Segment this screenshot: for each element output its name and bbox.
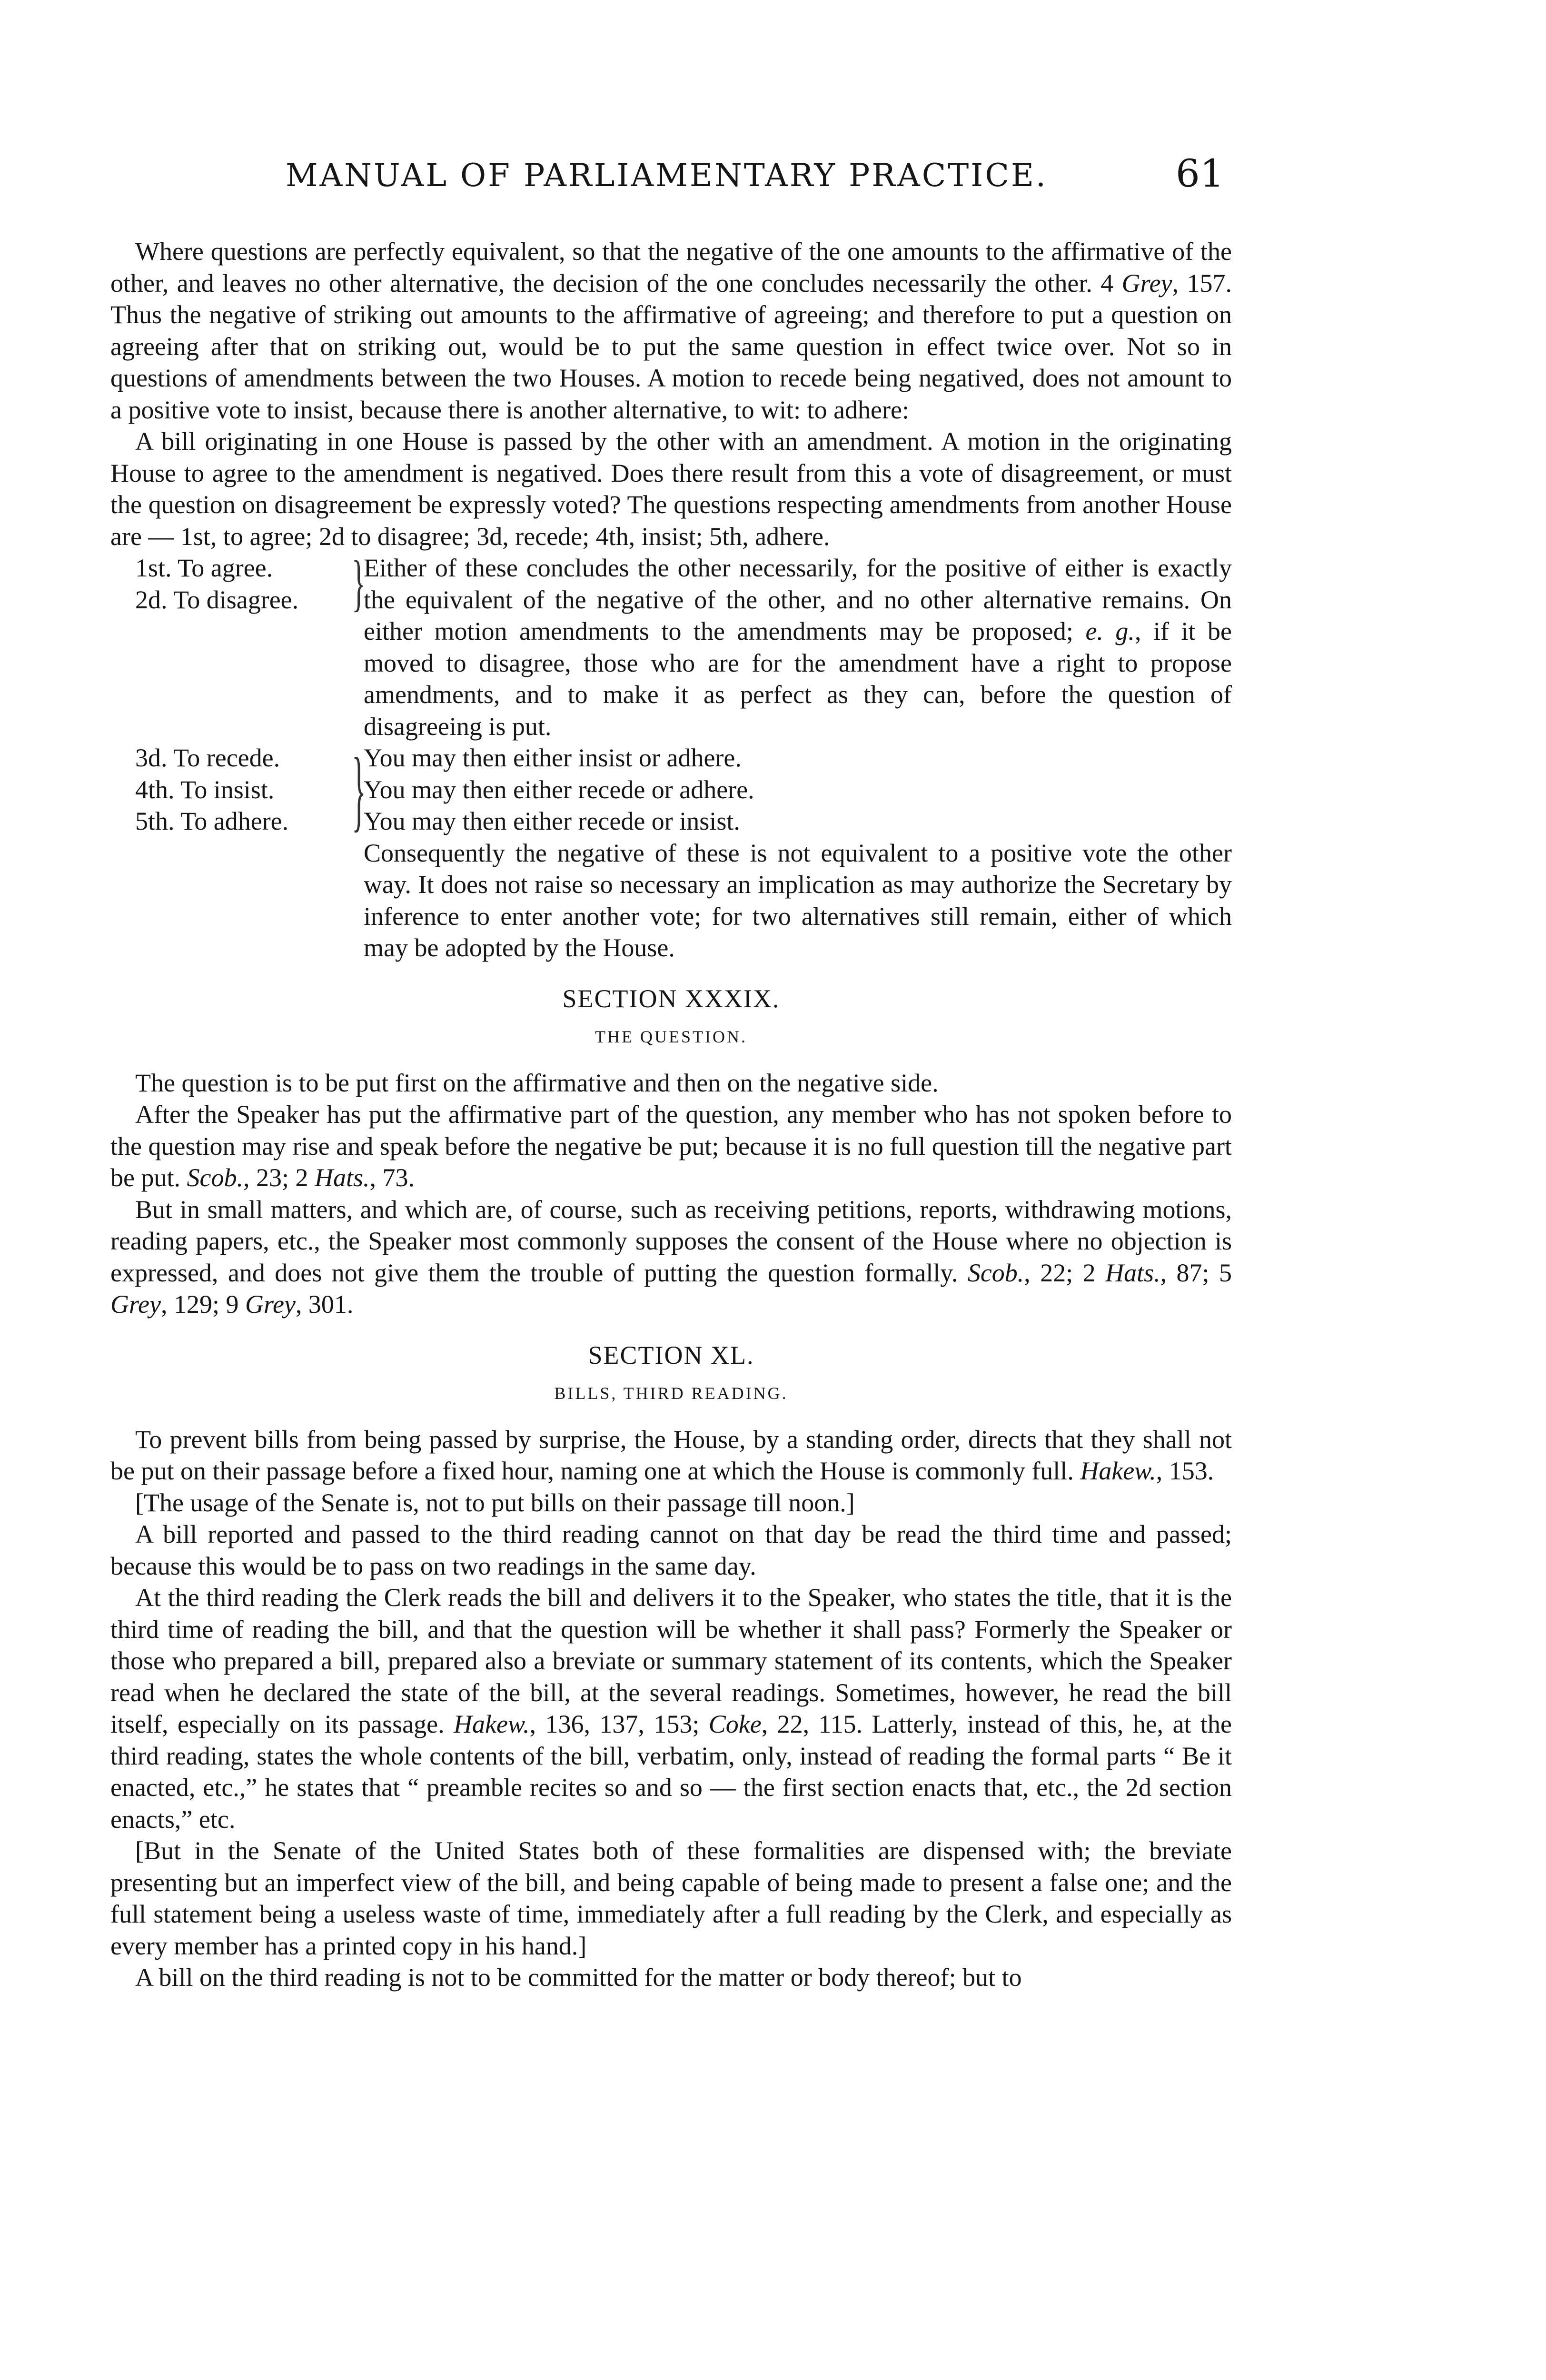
step-result-insist: You may then either recede or adhere.: [364, 775, 754, 804]
step-result-adhere: You may then either recede or insist.: [364, 807, 740, 835]
steps-group-2-conclusion: Consequently the negative of these is not equivalent to a positive vote the other way. It does not raise so necessary an implication as may authorize the Secretary by inference to enter another vote; for two alternatives still remain, either of which may be adopted by the House.: [364, 838, 1232, 962]
section-40-subtitle: BILLS, THIRD READING.: [554, 1384, 788, 1403]
paragraph-same-day: A bill reported and passed to the third reading cannot on that day be read the third time and passed; because this would be to pass on two readings in the same day.: [110, 1520, 1232, 1580]
paragraph-bill-amendment: A bill originating in one House is passed by the other with an amendment. A motion in the originating House to agree to the amendment is negatived. Does there result from this a vote of disagreement, or must the question on disagreement be expressly voted? The questions respecting amendments from another House are — 1st, to agree; 2d to disagree; 3d, recede; 4th, insist; 5th, adhere.: [110, 427, 1232, 551]
paragraph-third-reading: At the third reading the Clerk reads the bill and delivers it to the Speaker, who states the title, that it is the third time of reading the bill, and that the question will be whether it shall pass? Formerly the Speaker or those who prepared a bill, prepared also a breviate or summary statement of its contents, which the Speaker read when he declared the state of the bill, at the several readings. Sometimes, however, he read the bill itself, especially on its passage. Hakew., 136, 137, 153; Coke, 22, 115. Latterly, instead of this, he, at the third reading, states the whole contents of the bill, verbatim, only, instead of reading the formal parts “ Be it enacted, etc.,” he states that “ preamble recites so and so — the first section enacts that, etc., the 2d section enacts,” etc.: [110, 1583, 1232, 1834]
paragraph-speaker-affirmative: After the Speaker has put the affirmative part of the question, any member who has not spoken before to the question may rise and speak before the negative be put; because it is no full question till the negative part be put. Scob., 23; 2 Hats., 73.: [110, 1100, 1232, 1192]
section-39-subtitle: THE QUESTION.: [595, 1027, 747, 1046]
page-body: [110, 236, 1232, 1993]
step-result-recede: You may then either insist or adhere.: [364, 744, 742, 772]
paragraph-prevent-surprise: To prevent bills from being passed by surprise, the House, by a standing order, directs that they shall not be put on their passage before a fixed hour, naming one at which the House is commonly full. Hakew., 153.: [110, 1425, 1232, 1485]
step-label-disagree: 2d. To disagree.: [135, 585, 299, 614]
amendment-steps-group-1: [135, 548, 1232, 742]
paragraph-senate-formalities: [But in the Senate of the United States both of these formalities are dispensed with; the breviate presenting but an imperfect view of the bill, and being capable of being made to present a false one; and the full statement being a useless waste of time, immediately after a full reading by the Clerk, and especially as every member has a printed copy in his hand.]: [110, 1836, 1232, 1960]
step-label-recede: 3d. To recede.: [135, 744, 280, 772]
page-number: 61: [1176, 151, 1224, 196]
steps-group-1-explanation: Either of these concludes the other necessarily, for the positive of either is exactly the equivalent of the negative of the other, and no other alternative remains. On either motion amendments to the amendments may be proposed; e. g., if it be moved to disagree, those who are for the amendment have a right to propose amendments, and to make it as perfect as they can, before the question of disagreeing is put.: [364, 554, 1232, 741]
paragraph-not-committed: A bill on the third reading is not to be committed for the matter or body thereof; but to: [135, 1963, 1022, 1992]
section-40-title: SECTION XL.: [588, 1340, 754, 1369]
section-39-title: SECTION XXXIX.: [562, 984, 780, 1013]
brace-icon: }: [352, 548, 366, 618]
step-label-agree: 1st. To agree.: [135, 554, 273, 582]
paragraph-equivalent-questions: Where questions are perfectly equivalent, so that the negative of the one amounts to the affirmative of the other, and leaves no other alternative, the decision of the one concludes necessarily the other. 4 Grey, 157. Thus the negative of striking out amounts to the affirmative of agreeing; and therefore to put a question on agreeing after that on striking out, would be to put the same question in effect twice over. Not so in questions of amendments between the two Houses. A motion to recede being negatived, does not amount to a positive vote to insist, because there is another alternative, to wit: to adhere:: [110, 237, 1232, 424]
paragraph-senate-usage: [The usage of the Senate is, not to put bills on their passage till noon.]: [135, 1488, 855, 1517]
step-label-insist: 4th. To insist.: [135, 775, 275, 804]
paragraph-small-matters: But in small matters, and which are, of course, such as receiving petitions, reports, withdrawing motions, reading papers, etc., the Speaker most commonly supposes the consent of the House where no objection is expressed, and does not give them the trouble of putting the question formally. Scob., 22; 2 Hats., 87; 5 Grey, 129; 9 Grey, 301.: [110, 1195, 1232, 1319]
running-head: MANUAL OF PARLIAMENTARY PRACTICE.: [286, 157, 1048, 194]
amendment-steps-group-2: [135, 742, 1232, 964]
step-label-adhere: 5th. To adhere.: [135, 807, 289, 835]
brace-icon: }: [352, 740, 366, 841]
paragraph-question-order: The question is to be put first on the affirmative and then on the negative side.: [135, 1068, 939, 1097]
